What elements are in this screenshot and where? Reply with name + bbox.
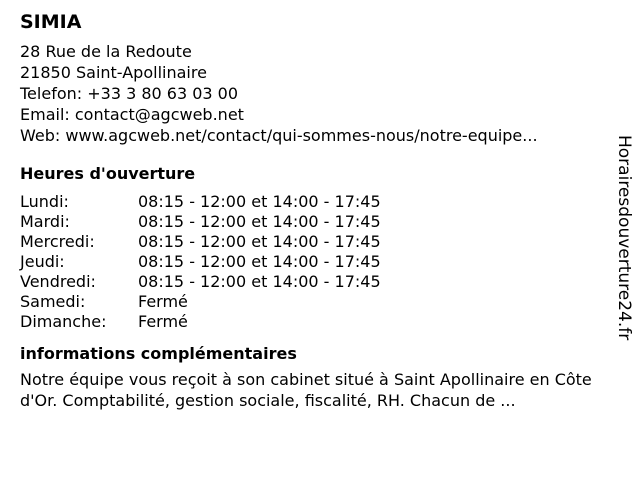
info-heading: informations complémentaires (20, 344, 297, 363)
day-label: Mardi: (20, 212, 70, 231)
day-time: 08:15 - 12:00 et 14:00 - 17:45 (138, 232, 381, 251)
hours-row-tuesday (20, 212, 610, 232)
day-time: 08:15 - 12:00 et 14:00 - 17:45 (138, 252, 381, 271)
address-line-2: 21850 Saint-Apollinaire (20, 63, 207, 82)
business-name: SIMIA (20, 11, 82, 33)
day-label: Mercredi: (20, 232, 95, 251)
info-description: Notre équipe vous reçoit à son cabinet situé à Saint Apollinaire en Côte d'Or. Comptabilité, gestion sociale, fiscalité, RH. Chacun de ... (20, 370, 592, 410)
web-line: Web: www.agcweb.net/contact/qui-sommes-nous/notre-equipe... (20, 126, 538, 145)
email-line: Email: contact@agcweb.net (20, 105, 244, 124)
hours-row-sunday (20, 312, 610, 332)
hours-row-monday (20, 192, 610, 212)
day-time: 08:15 - 12:00 et 14:00 - 17:45 (138, 272, 381, 291)
hours-row-friday (20, 272, 610, 292)
hours-heading: Heures d'ouverture (20, 164, 196, 183)
day-label: Lundi: (20, 192, 69, 211)
hours-table (20, 192, 610, 332)
day-label: Dimanche: (20, 312, 107, 331)
business-card (20, 10, 610, 411)
hours-row-thursday (20, 252, 610, 272)
address-line-1: 28 Rue de la Redoute (20, 42, 192, 61)
day-label: Vendredi: (20, 272, 96, 291)
day-time: 08:15 - 12:00 et 14:00 - 17:45 (138, 192, 381, 211)
day-time: Fermé (138, 292, 188, 311)
day-time: 08:15 - 12:00 et 14:00 - 17:45 (138, 212, 381, 231)
day-label: Jeudi: (20, 252, 65, 271)
hours-row-saturday (20, 292, 610, 312)
watermark-text: Horairesdouverture24.fr (614, 135, 634, 341)
phone-line: Telefon: +33 3 80 63 03 00 (20, 84, 239, 103)
hours-row-wednesday (20, 232, 610, 252)
day-time: Fermé (138, 312, 188, 331)
day-label: Samedi: (20, 292, 86, 311)
